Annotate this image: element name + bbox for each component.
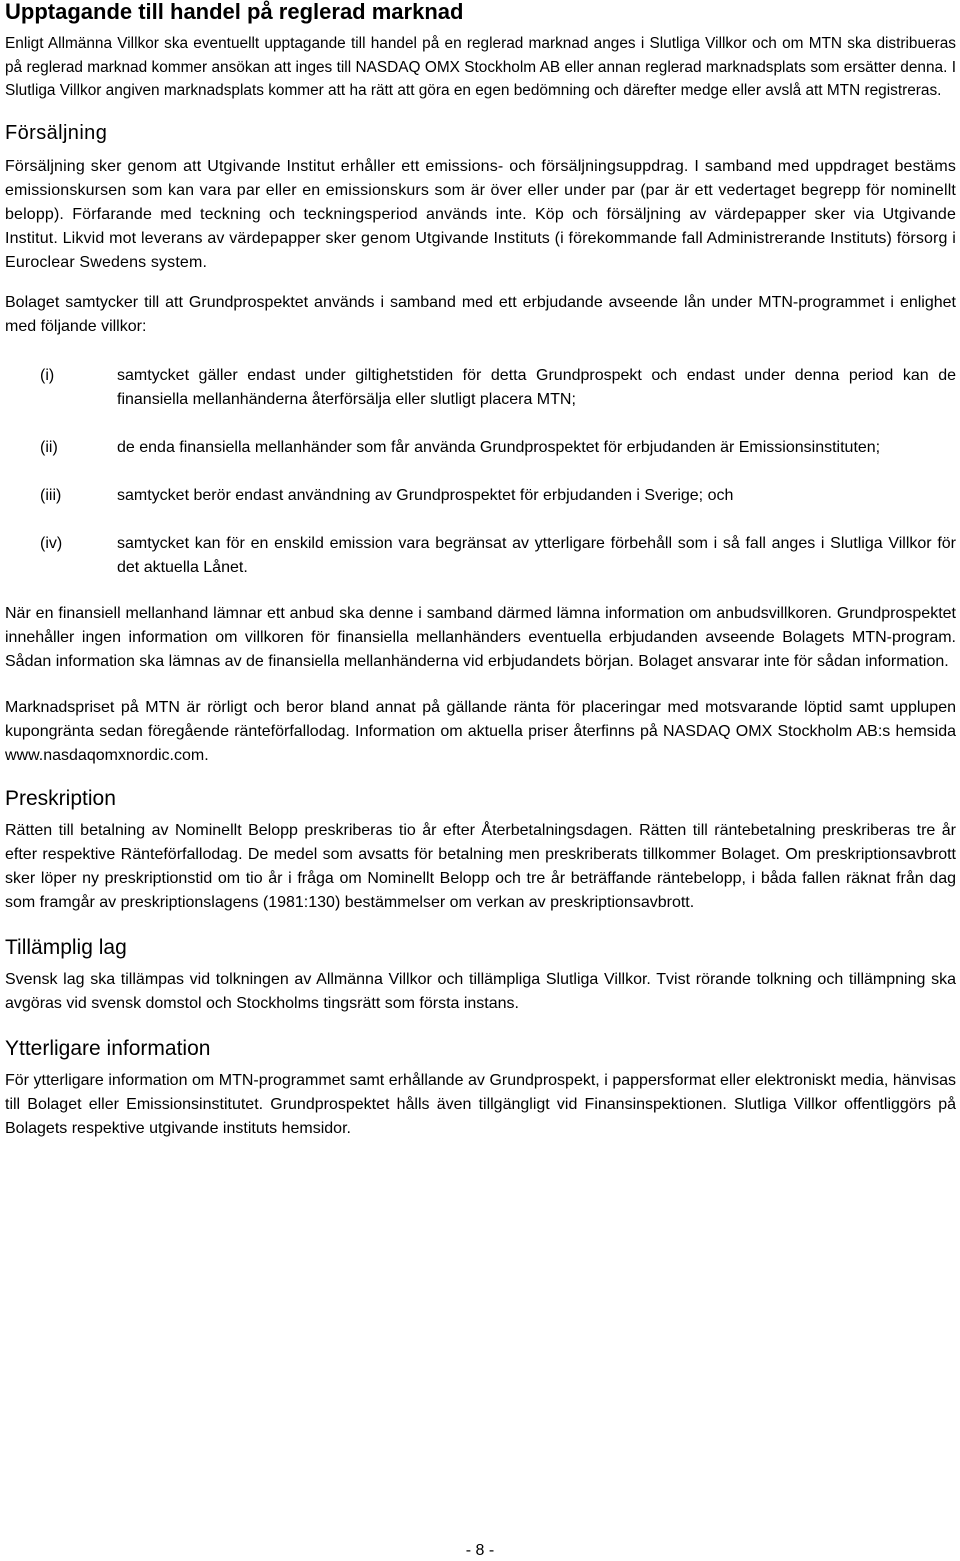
paragraph-forsaljning-3: När en finansiell mellanhand lämnar ett anbud ska denne i samband därmed lämna information om anbudsvillkoren. Grundprospektet innehåller ingen information om villkoren för finansiella mellanhänders eventuella erbjudanden avseende Bolagets MTN-program. Sådan information ska lämnas av de finansiella mellanhänderna vid erbjudandets början. Bolaget ansvarar inte för sådan information.: [5, 604, 956, 670]
paragraph-upptagande: Enligt Allmänna Villkor ska eventuellt upptagande till handel på en reglerad marknad anges i Slutliga Villkor och om MTN ska distribueras på reglerad marknad kommer ansökan att inges till NASDAQ OMX Stockholm AB eller annan reglerad marknadsplats som ersätter denna. I Slutliga Villkor angiven marknadsplats kommer att ha rätt att göra en egen bedömning och därefter medge eller avslå att MTN registreras.: [5, 35, 956, 99]
heading-upptagande: Upptagande till handel på reglerad marknad: [5, 0, 464, 24]
list-item: [5, 484, 956, 508]
paragraph-tillamplig-lag: Svensk lag ska tillämpas vid tolkningen av Allmänna Villkor och tillämpliga Slutliga Villkor. Tvist rörande tolkning och tillämpning ska avgöras vid svensk domstol och Stockholms tingsrätt som första instans.: [5, 970, 956, 1012]
list-item: [5, 436, 956, 460]
heading-preskription: Preskription: [5, 786, 116, 810]
list-item-text: samtycket kan för en enskild emission vara begränsat av ytterligare förbehåll som i så fall anges i Slutliga Villkor för det aktuella Lånet.: [117, 534, 956, 576]
list-item-text: samtycket gäller endast under giltighetstiden för detta Grundprospekt och endast under denna period kan de finansiella mellanhänderna återförsälja eller slutligt placera MTN;: [117, 366, 956, 408]
paragraph-ytterligare-information: För ytterligare information om MTN-programmet samt erhållande av Grundprospekt, i pappersformat eller elektroniskt media, hänvisas till Bolaget eller Emissionsinstitutet. Grundprospektet hålls även tillgängligt vid Finansinspektionen. Slutliga Villkor offentliggörs på Bolagets respektive utgivande instituts hemsidor.: [5, 1072, 956, 1138]
heading-ytterligare-information: Ytterligare information: [5, 1036, 211, 1060]
list-item-number: (i): [40, 366, 55, 384]
list-item-text: samtycket berör endast användning av Grundprospektet för erbjudanden i Sverige; och: [117, 486, 734, 504]
list-item: [5, 364, 956, 412]
conditions-list: [5, 364, 956, 580]
paragraph-preskription: Rätten till betalning av Nominellt Belopp preskriberas tio år efter Återbetalningsdagen. Rätten till räntebetalning preskriberas tre år efter respektive Ränteförfallodag. De medel som avsatts för betalning men preskriberats tillkommer Bolaget. Om preskriptionsavbrott sker löper ny preskriptionstid om tio år i fråga om Nominellt Belopp och tre år beträffande räntebelopp, i båda fallen räknat från dag som framgår av preskriptionslagens (1981:130) bestämmelser om verkan av preskriptionsavbrott.: [5, 821, 956, 911]
heading-tillamplig-lag: Tillämplig lag: [5, 935, 127, 959]
list-item-number: (ii): [40, 438, 58, 456]
list-item: [5, 532, 956, 580]
paragraph-forsaljning-1: Försäljning sker genom att Utgivande Institut erhåller ett emissions- och försäljningsuppdrag. I samband med uppdraget bestäms emissionskursen som kan vara par eller en emissionskurs som är över eller under par (par är ett vedertaget begrepp för nominellt belopp). Förfarande med teckning och teckningsperiod används inte. Köp och försäljning av värdepapper sker via Utgivande Institut. Likvid mot leverans av värdepapper sker genom Utgivande Instituts (i förekommande fall Administrerande Instituts) försorg i Euroclear Swedens system.: [5, 157, 956, 271]
list-item-text: de enda finansiella mellanhänder som får använda Grundprospektet för erbjudanden är Emissionsinstituten;: [117, 438, 881, 456]
list-item-number: (iii): [40, 486, 62, 504]
paragraph-forsaljning-2: Bolaget samtycker till att Grundprospektet används i samband med ett erbjudande avseende lån under MTN-programmet i enlighet med följande villkor:: [5, 293, 956, 335]
page-number: - 8 -: [465, 1542, 495, 1559]
document-page: [5, 0, 956, 1141]
heading-forsaljning: Försäljning: [5, 121, 108, 144]
list-item-number: (iv): [40, 534, 63, 552]
paragraph-forsaljning-4: Marknadspriset på MTN är rörligt och beror bland annat på gällande ränta för placeringar med motsvarande löptid samt upplupen kupongränta sedan föregående ränteförfallodag. Information om aktuella priser återfinns på NASDAQ OMX Stockholm AB:s hemsida www.nasdaqomxnordic.com.: [5, 698, 956, 764]
